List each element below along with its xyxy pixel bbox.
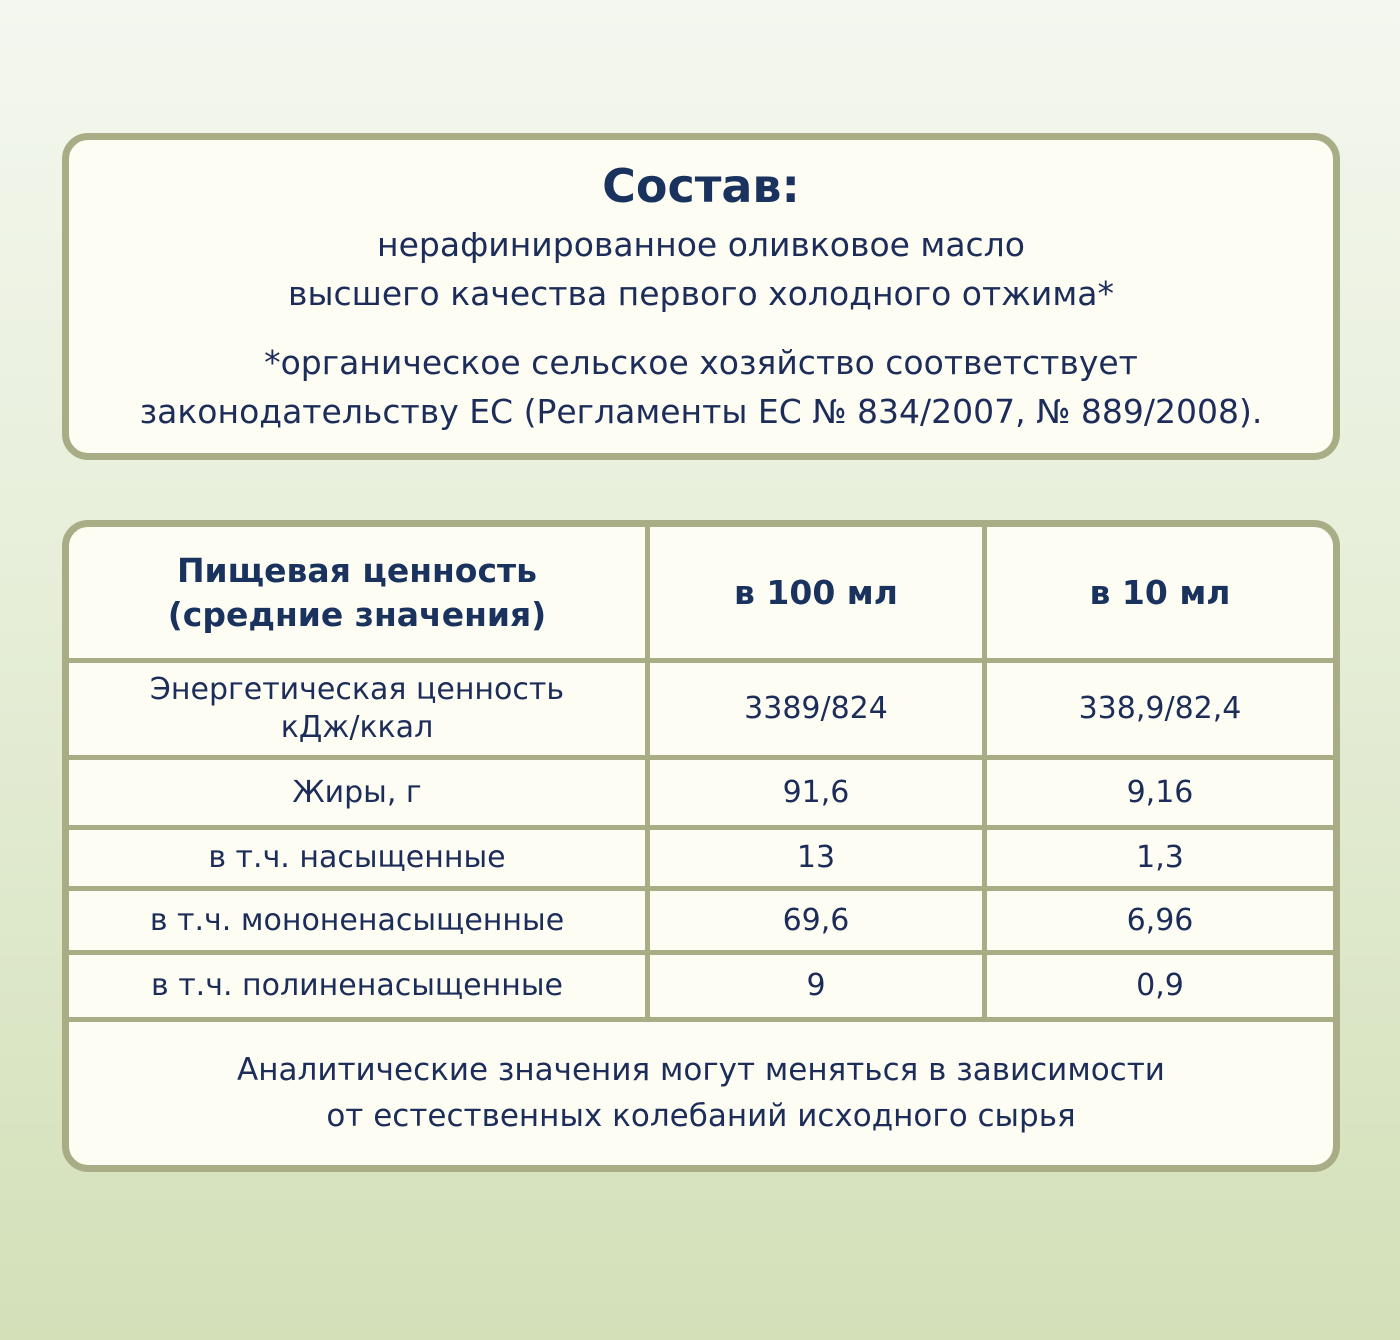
row-energy-per10: 338,9/82,4 bbox=[1078, 691, 1242, 726]
composition-title: Состав: bbox=[602, 159, 800, 213]
nutrition-table bbox=[69, 527, 1333, 1017]
row-energy-name bbox=[69, 663, 645, 755]
row-fats-per100: 91,6 bbox=[782, 774, 850, 810]
row-monounsaturated-name: в т.ч. мононенасыщенные bbox=[149, 902, 565, 938]
row-fats-name: Жиры, г bbox=[292, 774, 422, 810]
row-divider bbox=[69, 1017, 1333, 1022]
composition-line: высшего качества первого холодного отжима* bbox=[288, 274, 1114, 313]
composition-note-line: законодательству ЕС (Регламенты ЕС № 834/2007, № 889/2008). bbox=[139, 392, 1263, 431]
row-polyunsaturated-per100: 9 bbox=[806, 968, 826, 1003]
row-name-line: Энергетическая ценность bbox=[149, 672, 565, 707]
row-saturated-per100: 13 bbox=[796, 840, 836, 875]
table-header-label bbox=[69, 527, 645, 658]
composition-panel bbox=[62, 133, 1340, 460]
header-label-line: Пищевая ценность bbox=[176, 550, 538, 590]
row-fats-per10: 9,16 bbox=[1126, 774, 1194, 810]
nutrition-table-panel bbox=[62, 520, 1340, 1172]
table-header-per10: в 10 мл bbox=[1089, 572, 1231, 612]
footnote-line: Аналитические значения могут меняться в зависимости bbox=[237, 1052, 1165, 1088]
row-energy-per100: 3389/824 bbox=[744, 691, 888, 726]
row-polyunsaturated-per10: 0,9 bbox=[1136, 968, 1184, 1003]
analytical-values-footnote bbox=[69, 1047, 1333, 1139]
row-monounsaturated-per100: 69,6 bbox=[782, 902, 850, 938]
composition-line: нерафинированное оливковое масло bbox=[377, 225, 1025, 264]
row-saturated-name: в т.ч. насыщенные bbox=[208, 840, 506, 875]
row-name-line: кДж/ккал bbox=[280, 710, 434, 745]
row-monounsaturated-per10: 6,96 bbox=[1126, 902, 1194, 938]
footnote-line: от естественных колебаний исходного сырья bbox=[326, 1098, 1076, 1134]
table-header-per100: в 100 мл bbox=[734, 572, 898, 612]
row-saturated-per10: 1,3 bbox=[1136, 840, 1184, 875]
header-label-line: (средние значения) bbox=[167, 594, 547, 634]
composition-note-line: *органическое сельское хозяйство соответствует bbox=[264, 343, 1138, 382]
row-polyunsaturated-name: в т.ч. полиненасыщенные bbox=[150, 968, 563, 1003]
